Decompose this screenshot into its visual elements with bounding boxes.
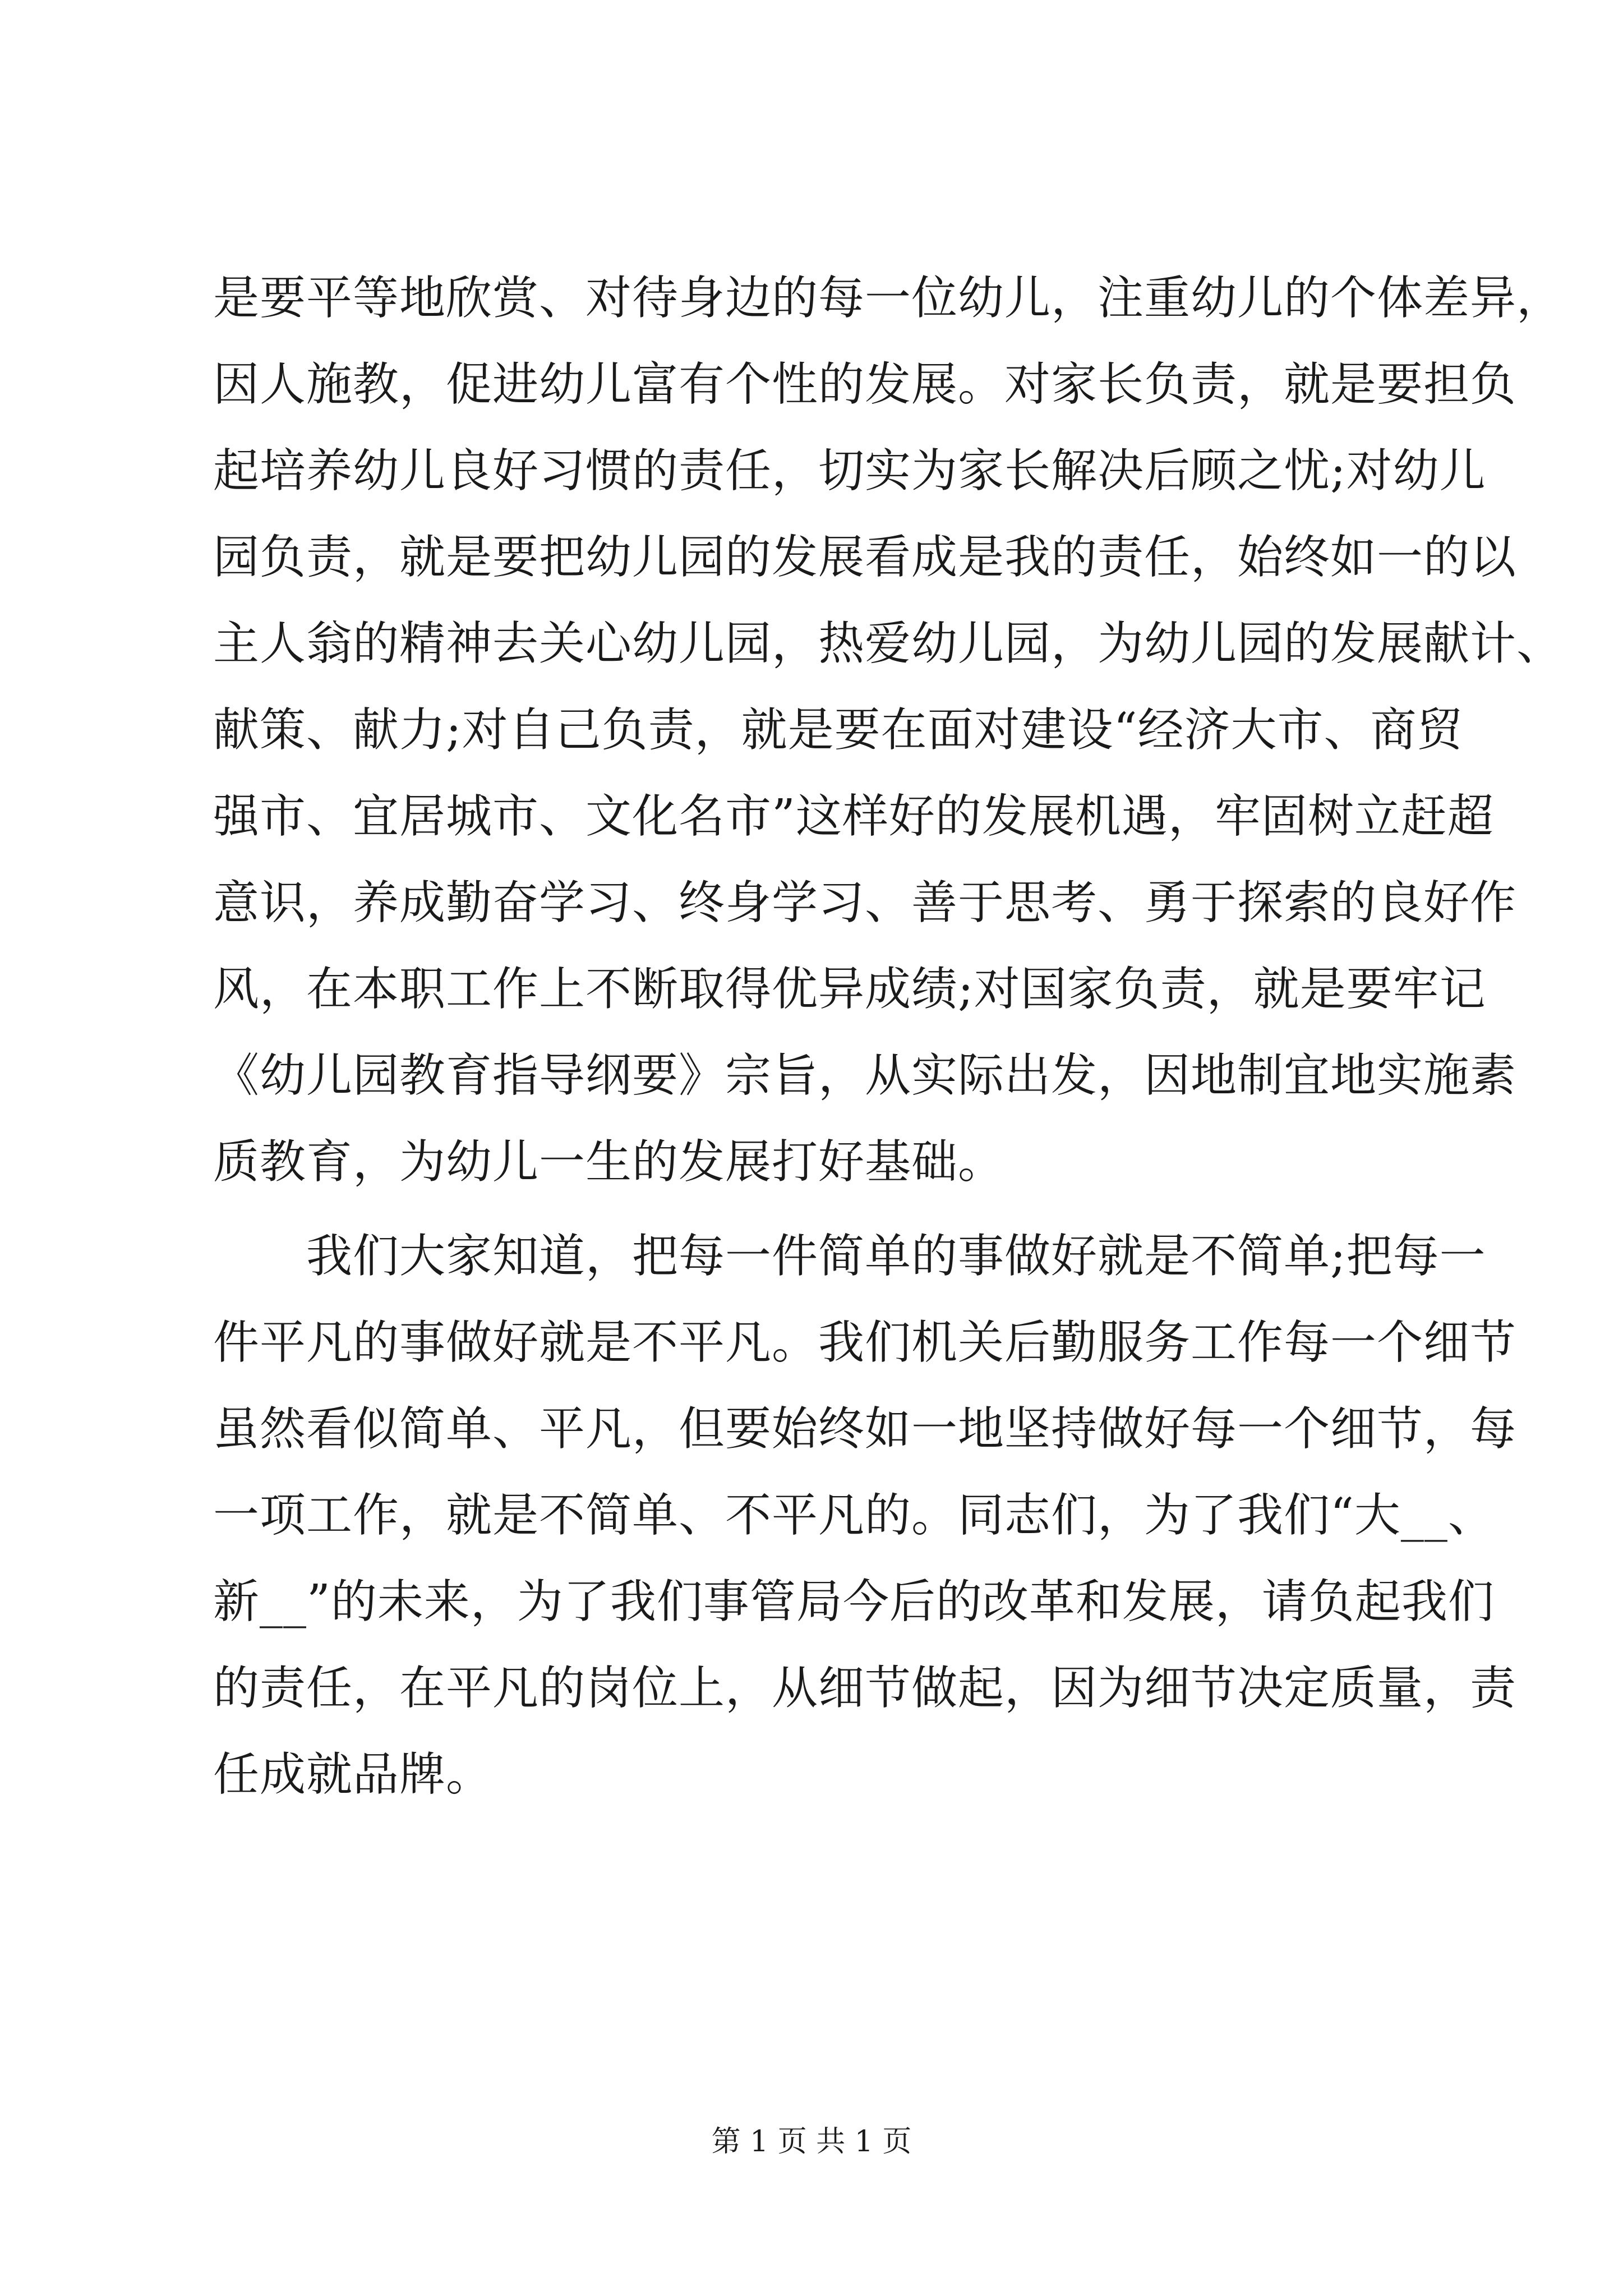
text-line: 是要平等地欣赏、对待身边的每一位幼儿，注重幼儿的个体差异， — [213, 272, 1564, 325]
text-line: 我们大家知道，把每一件简单的事做好就是不简单;把每一 — [213, 1230, 1486, 1283]
text-line: 主人翁的精神去关心幼儿园，热爱幼儿园，为幼儿园的发展献计、 — [213, 617, 1564, 670]
text-line: 风，在本职工作上不断取得优异成绩;对国家负责，就是要牢记 — [213, 963, 1486, 1016]
paragraph-2 — [213, 1213, 1517, 1818]
text-line: 新__”的未来，为了我们事管局今后的改革和发展，请负起我们 — [213, 1575, 1495, 1628]
text-line: 因人施教，促进幼儿富有个性的发展。对家长负责，就是要担负 — [213, 358, 1517, 411]
text-line: 起培养幼儿良好习惯的责任，切实为家长解决后顾之忧;对幼儿 — [213, 444, 1486, 498]
paragraph-1 — [213, 255, 1564, 1205]
text-line: 献策、献力;对自己负责，就是要在面对建设“经济大市、商贸 — [213, 703, 1464, 757]
text-line: 意识，养成勤奋学习、终身学习、善于思考、勇于探索的良好作 — [213, 876, 1517, 930]
text-line: 任成就品牌。 — [213, 1748, 493, 1801]
text-line: 一项工作，就是不简单、不平凡的。同志们，为了我们“大__、 — [213, 1489, 1495, 1542]
page-number-footer: 第 1 页 共 1 页 — [711, 2125, 912, 2159]
paragraph-gap — [213, 1205, 1413, 1213]
text-line: 《幼儿园教育指导纲要》宗旨，从实际出发，因地制宜地实施素 — [213, 1049, 1517, 1102]
document-body — [213, 255, 1564, 1818]
text-line: 的责任，在平凡的岗位上，从细节做起，因为细节决定质量，责 — [213, 1662, 1517, 1715]
text-line: 园负责，就是要把幼儿园的发展看成是我的责任，始终如一的以 — [213, 531, 1517, 584]
text-line: 质教育，为幼儿一生的发展打好基础。 — [213, 1135, 1005, 1189]
text-line: 虽然看似简单、平凡，但要始终如一地坚持做好每一个细节，每 — [213, 1402, 1517, 1456]
text-line: 强市、宜居城市、文化名市”这样好的发展机遇，牢固树立赶超 — [213, 790, 1494, 843]
text-line: 件平凡的事做好就是不平凡。我们机关后勤服务工作每一个细节 — [213, 1316, 1517, 1369]
